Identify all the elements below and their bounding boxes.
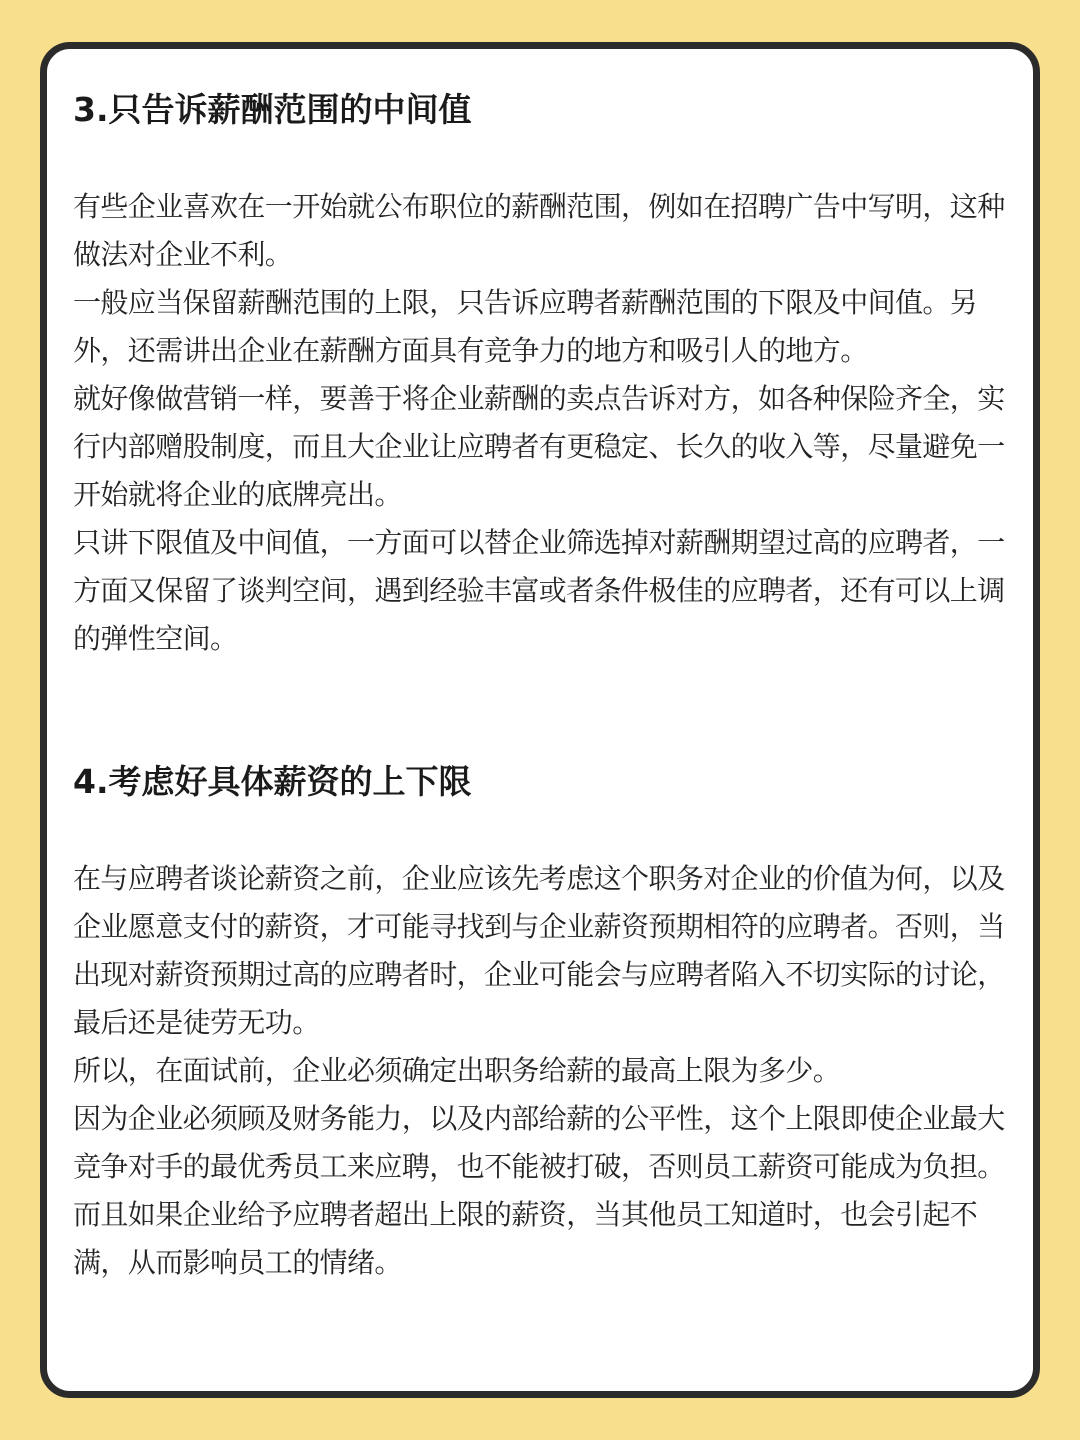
- section-salary-limits: [73, 759, 1019, 1287]
- content-card: [40, 42, 1040, 1398]
- paragraph: 一般应当保留薪酬范围的上限，只告诉应聘者薪酬范围的下限及中间值。另外，还需讲出企业在薪酬方面具有竞争力的地方和吸引人的地方。: [73, 286, 978, 367]
- paragraph: 因为企业必须顾及财务能力，以及内部给薪的公平性，这个上限即使企业最大竞争对手的最优秀员工来应聘，也不能被打破，否则员工薪资可能成为负担。: [73, 1102, 1005, 1183]
- section-body: [73, 183, 1019, 663]
- paragraph: 只讲下限值及中间值，一方面可以替企业筛选掉对薪酬期望过高的应聘者，一方面又保留了谈判空间，遇到经验丰富或者条件极佳的应聘者，还有可以上调的弹性空间。: [73, 526, 1005, 655]
- paragraph: 在与应聘者谈论薪资之前，企业应该先考虑这个职务对企业的价值为何，以及企业愿意支付的薪资，才可能寻找到与企业薪资预期相符的应聘者。否则，当出现对薪资预期过高的应聘者时，企业可能会与应聘者陷入不切实际的讨论，最后还是徒劳无功。: [73, 862, 1005, 1039]
- paragraph: 所以，在面试前，企业必须确定出职务给薪的最高上限为多少。: [73, 1054, 841, 1087]
- section-heading: 4.考虑好具体薪资的上下限: [73, 762, 472, 801]
- paragraph: 有些企业喜欢在一开始就公布职位的薪酬范围，例如在招聘广告中写明，这种做法对企业不利。: [73, 190, 1005, 271]
- section-heading: 3.只告诉薪酬范围的中间值: [73, 90, 472, 129]
- paragraph: 而且如果企业给予应聘者超出上限的薪资，当其他员工知道时，也会引起不满，从而影响员工的情绪。: [73, 1198, 978, 1279]
- paragraph: 就好像做营销一样，要善于将企业薪酬的卖点告诉对方，如各种保险齐全，实行内部赠股制度，而且大企业让应聘者有更稳定、长久的收入等，尽量避免一开始就将企业的底牌亮出。: [73, 382, 1005, 511]
- section-body: [73, 855, 1019, 1287]
- section-salary-midpoint: [73, 87, 1019, 663]
